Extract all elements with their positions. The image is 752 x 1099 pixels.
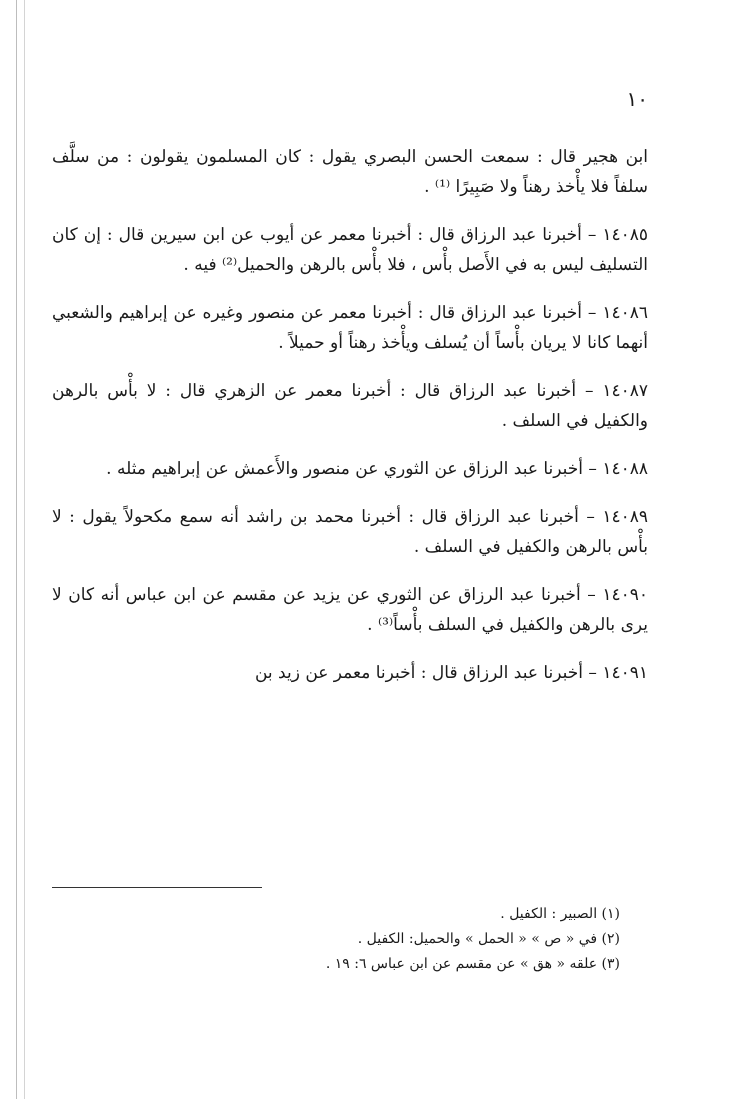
hadith-14087: ١٤٠٨٧ – أخبرنا عبد الرزاق قال : أخبرنا معمر عن الزهري قال : لا بأْس بالرهن والكفيل في السلف .	[52, 381, 648, 431]
body-text	[52, 142, 648, 706]
footnote-1: (١) الصبير : الكفيل .	[500, 906, 620, 922]
hadith-14085: ١٤٠٨٥ – أخبرنا عبد الرزاق قال : أخبرنا معمر عن أيوب عن ابن سيرين قال : إن كان التسليف ليس به في الأَصل بأْس ، فلا بأْس بالرهن والحميل⁽²⁾ فيه .	[52, 225, 648, 275]
paragraph-intro: ابن هجير قال : سمعت الحسن البصري يقول : كان المسلمون يقولون : من سلَّف سلفاً فلا يأْخذ رهناً ولا صَبِيرًا ⁽¹⁾ .	[52, 147, 648, 197]
hadith-14089: ١٤٠٨٩ – أخبرنا عبد الرزاق قال : أخبرنا محمد بن راشد أنه سمع مكحولاً يقول : لا بأْس بالرهن والكفيل في السلف .	[52, 507, 648, 557]
page-edge-line-inner	[24, 0, 25, 1099]
hadith-14088: ١٤٠٨٨ – أخبرنا عبد الرزاق عن الثوري عن منصور والأَعمش عن إبراهيم مثله .	[106, 459, 648, 479]
footnote-3: (٣) علقه « هق » عن مقسم عن ابن عباس ٦: ١٩ .	[325, 956, 620, 972]
hadith-14090: ١٤٠٩٠ – أخبرنا عبد الرزاق عن الثوري عن يزيد عن مقسم عن ابن عباس أنه كان لا يرى بالرهن والكفيل في السلف بأْساً⁽³⁾ .	[52, 585, 648, 635]
footnotes	[52, 902, 648, 977]
page-edge-line	[16, 0, 17, 1099]
page-number: ١٠	[626, 87, 648, 111]
footnote-divider	[52, 887, 262, 888]
hadith-14091: ١٤٠٩١ – أخبرنا عبد الرزاق قال : أخبرنا معمر عن زيد بن	[254, 663, 648, 683]
footnote-2: (٢) في « ص » « الحمل » والحميل: الكفيل .	[357, 931, 620, 947]
document-page	[52, 0, 648, 1099]
hadith-14086: ١٤٠٨٦ – أخبرنا عبد الرزاق قال : أخبرنا معمر عن منصور وغيره عن إبراهيم والشعبي أنهما كانا لا يريان بأْساً أن يُسلف ويأْخذ رهناً أو حميلاً .	[52, 303, 648, 353]
